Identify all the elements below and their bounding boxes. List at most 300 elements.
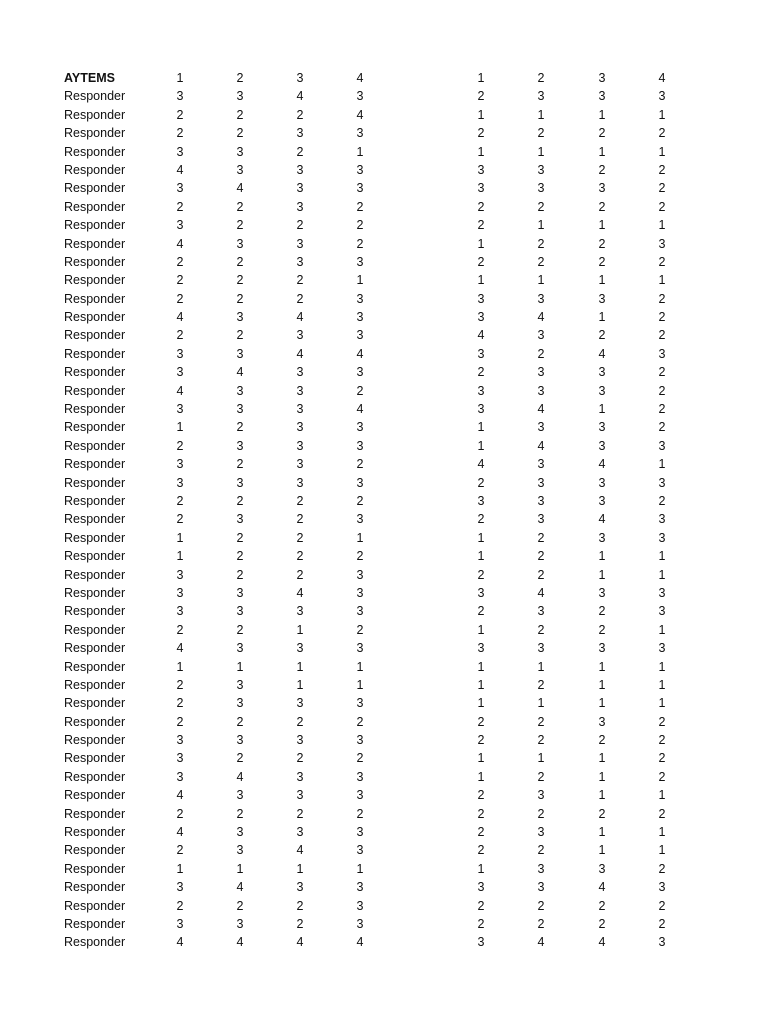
table-cell: 2: [658, 420, 666, 435]
table-cell: 4: [176, 162, 184, 177]
table-cell: 3: [176, 567, 184, 582]
table-cell: 2: [176, 126, 184, 141]
table-cell: 2: [537, 530, 545, 545]
table-cell: 1: [658, 788, 666, 803]
row-label: Responder: [64, 549, 126, 564]
table-cell: 2: [658, 898, 666, 913]
table-cell: 2: [537, 898, 545, 913]
row-label: Responder: [64, 880, 126, 895]
table-cell: 3: [477, 585, 485, 600]
table-cell: 3: [598, 181, 606, 196]
table-cell: 2: [598, 162, 606, 177]
row-label: Responder: [64, 696, 126, 711]
table-cell: 3: [236, 916, 244, 931]
row-label: Responder: [64, 291, 126, 306]
table-cell: 3: [296, 328, 304, 343]
table-cell: 3: [176, 769, 184, 784]
table-cell: 4: [598, 880, 606, 895]
table-cell: 1: [356, 677, 364, 692]
table-row: [0, 621, 768, 639]
table-cell: 3: [537, 291, 545, 306]
table-cell: 2: [296, 273, 304, 288]
table-cell: 3: [176, 402, 184, 417]
table-cell: 3: [236, 641, 244, 656]
table-cell: 3: [477, 346, 485, 361]
table-cell: 4: [236, 181, 244, 196]
table-cell: 1: [658, 218, 666, 233]
table-cell: 1: [477, 861, 485, 876]
row-label: Responder: [64, 310, 126, 325]
table-cell: 2: [296, 714, 304, 729]
table-cell: 3: [356, 825, 364, 840]
table-cell: 3: [598, 438, 606, 453]
table-cell: 2: [296, 512, 304, 527]
row-label: Responder: [64, 346, 126, 361]
table-cell: 3: [537, 420, 545, 435]
table-cell: 1: [176, 549, 184, 564]
table-row: [0, 878, 768, 896]
table-cell: 3: [356, 89, 364, 104]
table-cell: 2: [598, 236, 606, 251]
table-cell: 4: [537, 402, 545, 417]
table-cell: 1: [658, 659, 666, 674]
table-cell: 2: [658, 861, 666, 876]
table-cell: 3: [658, 880, 666, 895]
table-cell: 2: [658, 291, 666, 306]
row-label: Responder: [64, 402, 126, 417]
table-cell: 2: [477, 604, 485, 619]
table-cell: 2: [296, 218, 304, 233]
table-cell: 1: [598, 843, 606, 858]
table-cell: 3: [176, 181, 184, 196]
row-label: Responder: [64, 328, 126, 343]
table-cell: 2: [537, 567, 545, 582]
row-label: Responder: [64, 788, 126, 803]
table-row: [0, 382, 768, 400]
table-cell: 3: [537, 512, 545, 527]
header-label: AYTEMS: [64, 71, 115, 85]
table-cell: 2: [296, 291, 304, 306]
table-row: [0, 216, 768, 234]
table-cell: 3: [356, 916, 364, 931]
table-row: [0, 143, 768, 161]
table-cell: 3: [658, 585, 666, 600]
table-cell: 2: [356, 218, 364, 233]
row-label: Responder: [64, 677, 126, 692]
table-cell: 3: [236, 89, 244, 104]
table-cell: 3: [658, 236, 666, 251]
table-cell: 3: [356, 475, 364, 490]
table-cell: 3: [598, 493, 606, 508]
header-item-number: 3: [296, 71, 304, 85]
table-cell: 3: [356, 162, 364, 177]
table-cell: 1: [477, 273, 485, 288]
table-cell: 2: [236, 567, 244, 582]
table-cell: 3: [537, 825, 545, 840]
table-cell: 1: [356, 530, 364, 545]
table-cell: 4: [598, 346, 606, 361]
table-cell: 3: [236, 585, 244, 600]
table-cell: 2: [236, 107, 244, 122]
row-label: Responder: [64, 604, 126, 619]
table-cell: 3: [236, 438, 244, 453]
table-cell: 2: [477, 254, 485, 269]
table-cell: 2: [176, 843, 184, 858]
table-cell: 1: [598, 402, 606, 417]
table-cell: 3: [296, 126, 304, 141]
table-cell: 4: [598, 512, 606, 527]
table-cell: 2: [296, 107, 304, 122]
table-cell: 3: [296, 457, 304, 472]
table-cell: 1: [236, 659, 244, 674]
table-cell: 4: [236, 365, 244, 380]
table-cell: 3: [296, 420, 304, 435]
table-cell: 1: [537, 107, 545, 122]
table-cell: 2: [477, 714, 485, 729]
row-label: Responder: [64, 236, 126, 251]
table-cell: 3: [176, 218, 184, 233]
table-cell: 1: [658, 825, 666, 840]
table-row: [0, 290, 768, 308]
table-cell: 2: [176, 622, 184, 637]
table-cell: 4: [296, 935, 304, 950]
row-label: Responder: [64, 530, 126, 545]
table-cell: 3: [176, 365, 184, 380]
table-cell: 1: [598, 769, 606, 784]
table-cell: 2: [236, 898, 244, 913]
table-cell: 2: [356, 806, 364, 821]
header-item-number: 1: [176, 71, 184, 85]
table-cell: 3: [537, 880, 545, 895]
table-cell: 3: [356, 438, 364, 453]
table-cell: 2: [176, 438, 184, 453]
table-cell: 2: [477, 218, 485, 233]
table-cell: 3: [598, 641, 606, 656]
table-cell: 3: [236, 512, 244, 527]
table-cell: 2: [296, 916, 304, 931]
table-cell: 3: [537, 641, 545, 656]
table-cell: 1: [477, 236, 485, 251]
table-cell: 3: [176, 346, 184, 361]
table-cell: 3: [658, 89, 666, 104]
table-cell: 2: [236, 126, 244, 141]
table-cell: 3: [356, 880, 364, 895]
table-cell: 3: [236, 475, 244, 490]
table-cell: 4: [176, 935, 184, 950]
table-cell: 1: [296, 622, 304, 637]
table-cell: 3: [537, 493, 545, 508]
table-cell: 1: [598, 567, 606, 582]
table-row: [0, 676, 768, 694]
table-cell: 2: [356, 622, 364, 637]
table-cell: 3: [598, 475, 606, 490]
table-cell: 3: [598, 89, 606, 104]
row-label: Responder: [64, 898, 126, 913]
table-cell: 2: [537, 549, 545, 564]
table-cell: 1: [598, 696, 606, 711]
table-cell: 2: [658, 402, 666, 417]
table-cell: 3: [176, 475, 184, 490]
table-cell: 4: [296, 585, 304, 600]
table-cell: 2: [296, 751, 304, 766]
row-label: Responder: [64, 843, 126, 858]
row-label: Responder: [64, 438, 126, 453]
table-row: [0, 566, 768, 584]
table-cell: 2: [236, 806, 244, 821]
table-cell: 2: [537, 677, 545, 692]
table-cell: 3: [658, 530, 666, 545]
table-cell: 2: [356, 383, 364, 398]
table-cell: 2: [537, 916, 545, 931]
row-label: Responder: [64, 254, 126, 269]
table-cell: 4: [598, 457, 606, 472]
table-cell: 1: [537, 144, 545, 159]
row-label: Responder: [64, 420, 126, 435]
table-cell: 4: [537, 585, 545, 600]
table-row: [0, 823, 768, 841]
table-cell: 1: [598, 144, 606, 159]
table-cell: 3: [236, 843, 244, 858]
table-cell: 3: [236, 402, 244, 417]
table-cell: 3: [537, 365, 545, 380]
table-cell: 1: [477, 677, 485, 692]
table-cell: 3: [296, 769, 304, 784]
table-row: [0, 87, 768, 105]
table-cell: 3: [477, 880, 485, 895]
row-label: Responder: [64, 162, 126, 177]
table-cell: 2: [176, 328, 184, 343]
table-cell: 3: [537, 162, 545, 177]
table-cell: 2: [537, 806, 545, 821]
table-cell: 1: [537, 659, 545, 674]
table-cell: 1: [598, 677, 606, 692]
table-cell: 2: [477, 126, 485, 141]
table-row: [0, 253, 768, 271]
table-cell: 1: [477, 549, 485, 564]
table-cell: 2: [658, 751, 666, 766]
table-cell: 1: [176, 420, 184, 435]
table-cell: 3: [598, 714, 606, 729]
table-row: [0, 639, 768, 657]
table-cell: 3: [537, 475, 545, 490]
table-cell: 3: [296, 254, 304, 269]
table-cell: 1: [477, 751, 485, 766]
table-cell: 1: [537, 218, 545, 233]
row-label: Responder: [64, 457, 126, 472]
table-cell: 2: [658, 181, 666, 196]
table-cell: 3: [598, 420, 606, 435]
table-cell: 1: [477, 769, 485, 784]
table-cell: 2: [176, 696, 184, 711]
table-cell: 1: [598, 825, 606, 840]
row-label: Responder: [64, 714, 126, 729]
table-cell: 1: [598, 751, 606, 766]
table-row: [0, 713, 768, 731]
table-cell: 1: [477, 530, 485, 545]
table-cell: 3: [296, 383, 304, 398]
table-cell: 2: [236, 291, 244, 306]
table-row: [0, 915, 768, 933]
table-cell: 3: [537, 383, 545, 398]
table-cell: 2: [477, 898, 485, 913]
row-label: Responder: [64, 733, 126, 748]
table-cell: 3: [176, 604, 184, 619]
table-cell: 1: [658, 567, 666, 582]
table-cell: 3: [658, 604, 666, 619]
row-label: Responder: [64, 475, 126, 490]
table-cell: 3: [296, 604, 304, 619]
row-label: Responder: [64, 89, 126, 104]
table-cell: 3: [356, 843, 364, 858]
table-cell: 2: [598, 733, 606, 748]
table-row: [0, 492, 768, 510]
table-cell: 2: [477, 199, 485, 214]
table-cell: 4: [296, 346, 304, 361]
table-cell: 3: [236, 144, 244, 159]
table-cell: 3: [598, 383, 606, 398]
table-cell: 2: [477, 788, 485, 803]
table-cell: 3: [658, 935, 666, 950]
table-cell: 2: [477, 89, 485, 104]
table-cell: 2: [477, 825, 485, 840]
table-cell: 2: [236, 273, 244, 288]
table-cell: 3: [537, 861, 545, 876]
table-row: [0, 124, 768, 142]
table-cell: 3: [356, 733, 364, 748]
table-cell: 3: [537, 604, 545, 619]
table-row: [0, 400, 768, 418]
table-cell: 3: [176, 585, 184, 600]
table-cell: 2: [296, 530, 304, 545]
row-label: Responder: [64, 181, 126, 196]
table-cell: 3: [356, 696, 364, 711]
table-cell: 2: [477, 365, 485, 380]
table-cell: 3: [356, 254, 364, 269]
table-cell: 3: [176, 751, 184, 766]
spreadsheet-table: [0, 69, 768, 952]
table-cell: 3: [356, 567, 364, 582]
table-cell: 3: [296, 365, 304, 380]
header-item-number: 3: [598, 71, 606, 85]
table-cell: 4: [537, 310, 545, 325]
table-cell: 4: [356, 346, 364, 361]
table-cell: 2: [598, 604, 606, 619]
table-cell: 2: [658, 733, 666, 748]
table-cell: 2: [537, 236, 545, 251]
table-cell: 3: [537, 181, 545, 196]
table-cell: 2: [236, 622, 244, 637]
table-row: [0, 860, 768, 878]
table-cell: 1: [477, 107, 485, 122]
table-cell: 2: [236, 199, 244, 214]
table-row: [0, 749, 768, 767]
table-cell: 3: [356, 512, 364, 527]
row-label: Responder: [64, 751, 126, 766]
table-cell: 3: [356, 181, 364, 196]
table-cell: 3: [296, 438, 304, 453]
table-cell: 3: [296, 641, 304, 656]
table-cell: 3: [296, 162, 304, 177]
row-label: Responder: [64, 935, 126, 950]
table-cell: 3: [296, 733, 304, 748]
table-cell: 2: [176, 806, 184, 821]
table-cell: 3: [356, 585, 364, 600]
table-cell: 2: [598, 126, 606, 141]
table-cell: 3: [296, 236, 304, 251]
table-cell: 2: [236, 457, 244, 472]
table-cell: 1: [658, 144, 666, 159]
table-cell: 2: [477, 567, 485, 582]
table-cell: 3: [236, 677, 244, 692]
table-cell: 2: [537, 254, 545, 269]
table-cell: 2: [477, 733, 485, 748]
table-row: [0, 529, 768, 547]
table-cell: 4: [296, 843, 304, 858]
table-cell: 3: [658, 512, 666, 527]
table-cell: 2: [477, 512, 485, 527]
table-cell: 3: [477, 181, 485, 196]
row-label: Responder: [64, 806, 126, 821]
table-cell: 3: [296, 402, 304, 417]
table-row: [0, 161, 768, 179]
table-cell: 1: [356, 144, 364, 159]
table-cell: 2: [537, 843, 545, 858]
table-cell: 2: [598, 806, 606, 821]
table-cell: 1: [658, 622, 666, 637]
row-label: Responder: [64, 512, 126, 527]
table-cell: 1: [477, 622, 485, 637]
table-cell: 2: [176, 254, 184, 269]
table-cell: 2: [176, 273, 184, 288]
table-cell: 3: [477, 641, 485, 656]
table-cell: 1: [598, 273, 606, 288]
table-cell: 4: [176, 236, 184, 251]
table-row: [0, 805, 768, 823]
table-row: [0, 418, 768, 436]
table-cell: 1: [537, 751, 545, 766]
table-cell: 3: [296, 788, 304, 803]
header-item-number: 1: [477, 71, 485, 85]
table-cell: 3: [236, 383, 244, 398]
table-cell: 3: [356, 604, 364, 619]
table-row: [0, 308, 768, 326]
table-cell: 1: [598, 107, 606, 122]
table-cell: 2: [658, 365, 666, 380]
table-cell: 1: [477, 659, 485, 674]
row-label: Responder: [64, 383, 126, 398]
table-cell: 4: [598, 935, 606, 950]
table-cell: 2: [296, 144, 304, 159]
table-cell: 2: [356, 751, 364, 766]
header-item-number: 2: [537, 71, 545, 85]
row-label: Responder: [64, 365, 126, 380]
table-cell: 3: [176, 144, 184, 159]
table-cell: 2: [176, 107, 184, 122]
table-row: [0, 658, 768, 676]
header-item-number: 4: [658, 71, 666, 85]
table-row: [0, 198, 768, 216]
table-row: [0, 179, 768, 197]
table-row: [0, 271, 768, 289]
table-row: [0, 326, 768, 344]
row-label: Responder: [64, 144, 126, 159]
table-cell: 2: [236, 493, 244, 508]
row-label: Responder: [64, 825, 126, 840]
table-row: [0, 933, 768, 951]
table-row: [0, 363, 768, 381]
table-cell: 1: [176, 659, 184, 674]
table-row: [0, 437, 768, 455]
